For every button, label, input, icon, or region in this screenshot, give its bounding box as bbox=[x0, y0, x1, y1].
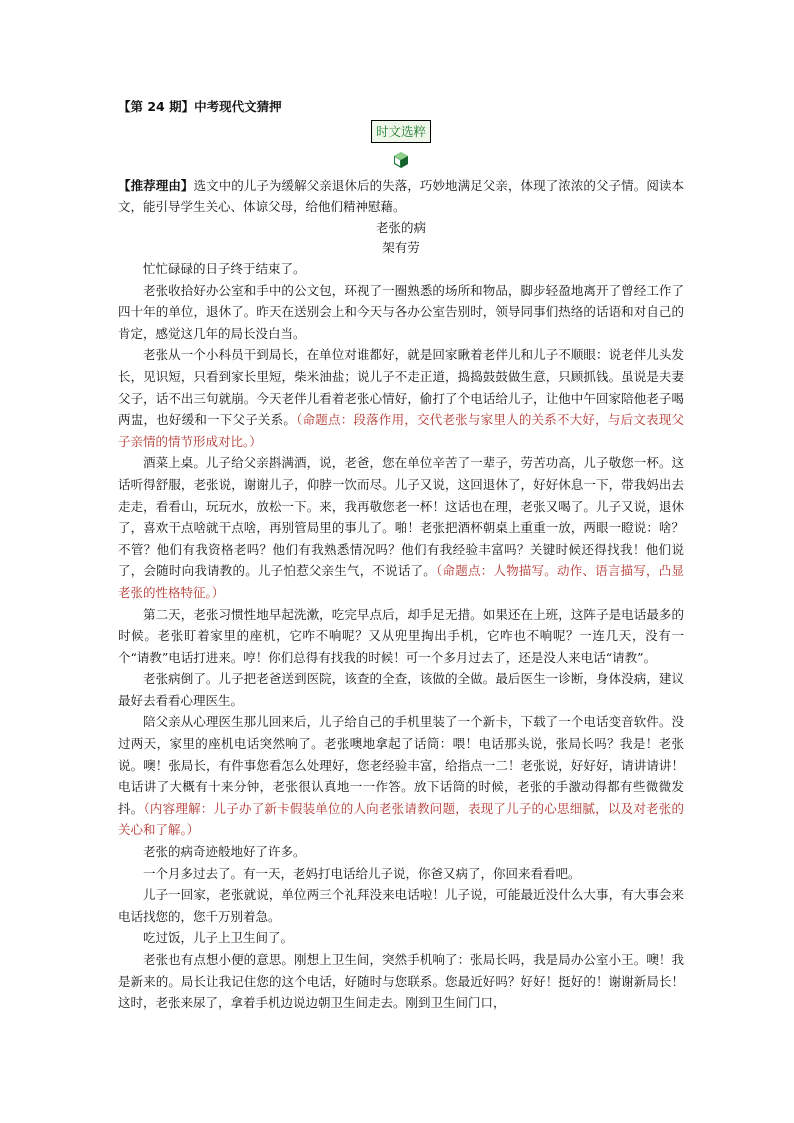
green-cube-logo-icon bbox=[392, 151, 410, 169]
logo-wrap bbox=[118, 151, 684, 171]
issue-header: 【第 24 期】中考现代文猜押 bbox=[118, 99, 282, 114]
section-badge: 时文选粹 bbox=[371, 120, 431, 143]
article-title: 老张的病 bbox=[375, 220, 426, 235]
paragraph bbox=[118, 258, 684, 280]
recommendation-reason bbox=[118, 175, 684, 217]
paragraph-text: 忙忙碌碌的日子终于结束了。 bbox=[143, 261, 306, 276]
paragraph-text: 老张也有点想小便的意思。刚想上卫生间，突然手机响了：张局长吗，我是局办公室小王。噢！我是新来的。局长让我记住您的这个电话，好随时与您联系。您最近好吗？好好！挺好的！谢谢新局长！这时，老张来尿了，拿着手机边说边朝卫生间走去。刚到卫生间门口， bbox=[118, 952, 684, 1011]
paragraph bbox=[118, 452, 684, 603]
paragraph-text: 老张从一个小科员干到局长，在单位对谁都好，就是回家瞅着老伴儿和儿子不顺眼：说老伴儿头发长，见识短，只看到家长里短，柴米油盐；说儿子不走正道，捣捣鼓鼓做生意，只顾抓钱。虽说是夫妻父子，话不出三句就崩。今天老伴儿看着老张心情好，偷打了个电话给儿子，让他中午回家陪他老子喝两盅，也好缓和一下父子关系。 bbox=[118, 347, 684, 428]
paragraph bbox=[118, 344, 684, 452]
paragraph bbox=[118, 668, 684, 711]
paragraph-text: 老张收拾好办公室和手中的公文包，环视了一圈熟悉的场所和物品，脚步轻盈地离开了曾经工作了四十年的单位，退休了。昨天在送别会上和今天与各办公室告别时，领导同事们热络的话语和对自己的肯定，感觉这几年的局长没白当。 bbox=[118, 282, 684, 341]
paragraph bbox=[118, 604, 684, 669]
annotation-note: （命题点：段落作用，交代老张与家里人的关系不大好，与后文表现父子亲情的情节形成对比。） bbox=[118, 412, 684, 449]
paragraph bbox=[118, 949, 684, 1014]
paragraph-text: 陪父亲从心理医生那儿回来后，儿子给自己的手机里装了一个新卡，下载了一个电话变音软件。没过两天，家里的座机电话突然响了。老张噢地拿起了话筒：喂！电话那头说，张局长吗？我是！老张说。噢！张局长，有件事您看怎么处理好，您老经验丰富，给指点一二！老张说，好好好，请讲请讲！电话讲了大概有十来分钟，老张很认真地一一作答。放下话筒的时候，老张的手激动得都有些微微发抖。 bbox=[118, 714, 684, 816]
paragraph-text: 第二天，老张习惯性地早起洗漱，吃完早点后，却手足无措。如果还在上班，这阵子是电话最多的时候。老张盯着家里的座机，它咋不响呢？又从兜里掏出手机，它咋也不响呢？一连几天，没有一个“请教”电话打进来。哼！你们总得有找我的时候！可一个多月过去了，还是没人来电话“请教”。 bbox=[118, 606, 684, 665]
annotation-note: （内容理解：儿子办了新卡假装单位的人向老张请教问题，表现了儿子的心思细腻，以及对老张的关心和了解。） bbox=[118, 800, 684, 838]
paragraph bbox=[118, 884, 684, 927]
paragraph bbox=[118, 841, 684, 863]
paragraph-text: 老张病倒了。儿子把老爸送到医院，该查的全查，该做的全做。最后医生一诊断，身体没病，建议最好去看看心理医生。 bbox=[118, 671, 684, 708]
paragraph-text: 老张的病奇迹般地好了许多。 bbox=[143, 844, 306, 860]
reason-tag: 【推荐理由】 bbox=[118, 178, 194, 193]
paragraph bbox=[118, 711, 684, 841]
paragraph-text: 吃过饭，儿子上卫生间了。 bbox=[143, 930, 294, 946]
article-author: 架有劳 bbox=[382, 240, 420, 255]
section-badge-wrap bbox=[118, 120, 684, 143]
reason-text: 选文中的儿子为缓解父亲退休后的失落，巧妙地满足父亲，体现了浓浓的父子情。阅读本文，能引导学生关心、体谅父母，给他们精神慰藉。 bbox=[118, 178, 684, 214]
paragraph bbox=[118, 927, 684, 949]
paragraph bbox=[118, 280, 684, 345]
paragraph-text: 儿子一回家，老张就说，单位两三个礼拜没来电话啦！儿子说，可能最近没什么大事，有大事会来电话找您的，您千万别着急。 bbox=[118, 887, 684, 924]
paragraph-text: 一个月多过去了。有一天，老妈打电话给儿子说，你爸又病了，你回来看看吧。 bbox=[143, 865, 581, 881]
paragraph-text: 酒菜上桌。儿子给父亲斟满酒，说，老爸，您在单位辛苦了一辈子，劳苦功高，儿子敬您一杯。这话听得舒服，老张说，谢谢儿子，仰脖一饮而尽。儿子又说，这回退休了，好好休息一下，带我妈出去走走，看看山，玩玩水，放松一下。来，我再敬您老一杯！这话也在理，老张又喝了。儿子又说，退休了，喜欢干点啥就干点啥，再别管局里的事儿了。啪！老张把酒杯朝桌上重重一放，两眼一瞪说：啥？不管？他们有我资格老吗？他们有我熟悉情况吗？他们有我经验丰富吗？关键时候还得找我！他们说了，会随时向我请教的。儿子怕惹父亲生气，不说话了。 bbox=[118, 455, 684, 579]
article-body bbox=[118, 258, 684, 1014]
paragraph bbox=[118, 863, 684, 885]
annotation-note: （命题点：人物描写。动作、语言描写，凸显老张的性格特征。） bbox=[118, 563, 684, 600]
document-page bbox=[118, 97, 684, 1014]
